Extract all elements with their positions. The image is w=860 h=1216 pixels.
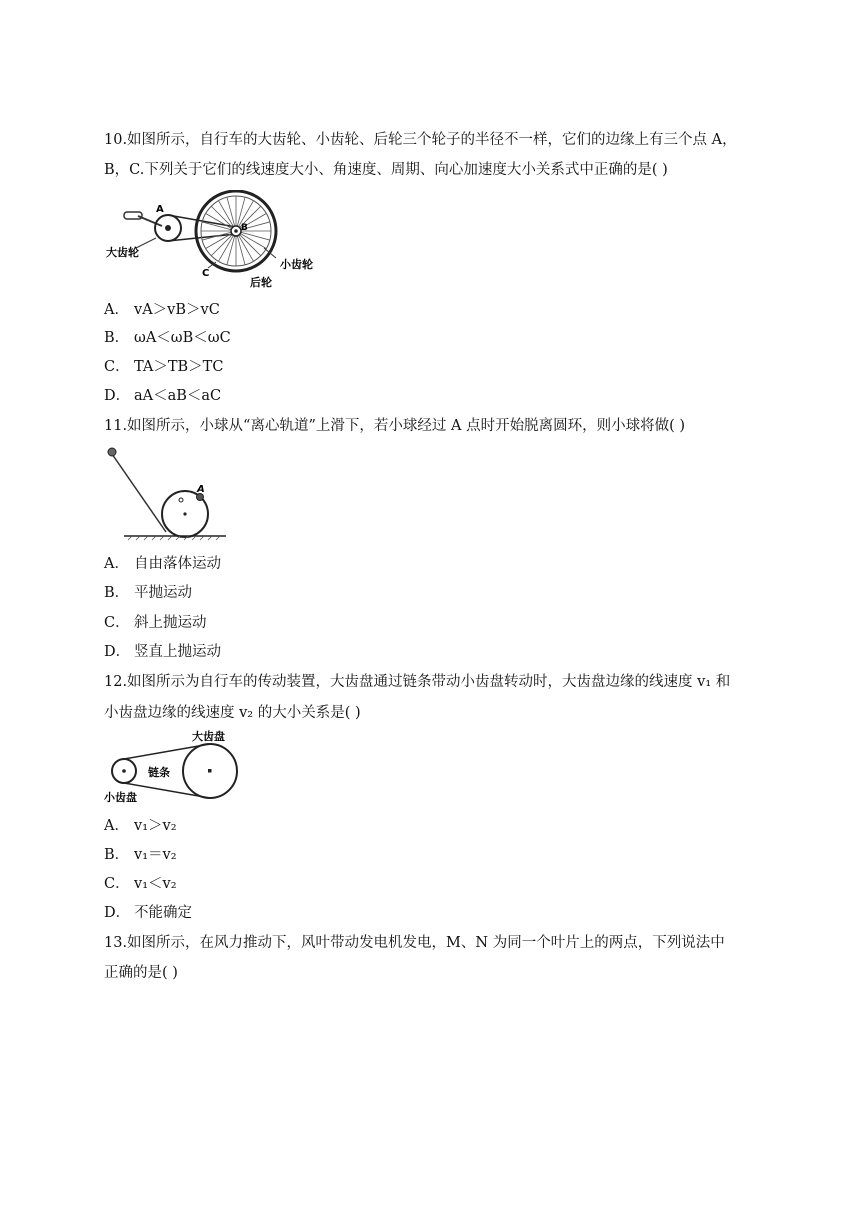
q11-stem: 11.如图所示，小球从“离心轨道”上滑下，若小球经过 A 点时开始脱离圆环，则小球将做( ) (104, 418, 685, 434)
q10-option-d[interactable]: D． aA＜aB＜aC (104, 388, 222, 404)
q11-track-figure (104, 446, 228, 542)
q11-option-a-text: 自由落体运动 (134, 556, 221, 572)
q11-option-c-text: 斜上抛运动 (134, 615, 207, 631)
q12-label-big: 大齿盘 (192, 730, 225, 743)
q10-label-big-gear: 大齿轮 (106, 246, 139, 259)
q10-option-b-text: ωA＜ωB＜ωC (134, 330, 231, 346)
q10-label-small-gear: 小齿轮 (280, 258, 313, 271)
q10-option-a-text: vA＞vB＞vC (134, 302, 220, 318)
q12-option-d-text: 不能确定 (134, 905, 192, 921)
q11-option-b-text: 平抛运动 (134, 585, 192, 601)
q10-option-d-text: aA＜aB＜aC (134, 388, 222, 404)
q10-option-c-text: TA＞TB＞TC (134, 359, 224, 375)
q10-bicycle-figure (104, 190, 332, 290)
q12-option-d[interactable]: D． 不能确定 (104, 905, 192, 921)
q10-stem-line2: B，C.下列关于它们的线速度大小、角速度、周期、向心加速度大小关系式中正确的是( ) (104, 162, 668, 178)
q11-label-a: A (197, 484, 205, 495)
q12-stem-line1: 12.如图所示为自行车的传动装置，大齿盘通过链条带动小齿盘转动时，大齿盘边缘的线速度 v₁ 和 (104, 674, 731, 690)
q12-option-a-text: v₁＞v₂ (134, 818, 177, 834)
q11-option-c[interactable]: C． 斜上抛运动 (104, 615, 207, 631)
q13-stem-line2: 正确的是( ) (104, 965, 178, 981)
q10-option-c[interactable]: C． TA＞TB＞TC (104, 359, 224, 375)
q10-option-b[interactable]: B． ωA＜ωB＜ωC (104, 330, 231, 346)
q10-label-rear-wheel: 后轮 (250, 276, 272, 289)
wheel-spoke (240, 235, 261, 256)
q10-option-a[interactable]: A． vA＞vB＞vC (104, 302, 220, 318)
q13-stem-line1: 13.如图所示，在风力推动下，风叶带动发电机发电，M、N 为同一个叶片上的两点，下列说法中 (104, 935, 725, 951)
q12-label-small: 小齿盘 (104, 791, 137, 804)
q10-label-b: B (241, 223, 248, 233)
q11-option-d-text: 竖直上抛运动 (134, 644, 221, 660)
q11-option-b[interactable]: B． 平抛运动 (104, 585, 192, 601)
wheel-spoke (211, 235, 232, 256)
q12-gear-figure (104, 728, 244, 804)
q10-stem-line1: 10.如图所示，自行车的大齿轮、小齿轮、后轮三个轮子的半径不一样，它们的边缘上有三个点 A， (104, 132, 737, 148)
q12-option-b-text: v₁＝v₂ (134, 847, 177, 863)
q12-option-a[interactable]: A． v₁＞v₂ (104, 818, 177, 834)
q10-label-c: C (202, 268, 210, 279)
q12-option-b[interactable]: B． v₁＝v₂ (104, 847, 177, 863)
q12-stem-line2: 小齿盘边缘的线速度 v₂ 的大小关系是( ) (104, 705, 361, 721)
q12-option-c-text: v₁＜v₂ (134, 876, 177, 892)
q12-label-chain: 链条 (148, 766, 170, 779)
q11-option-a[interactable]: A． 自由落体运动 (104, 556, 221, 572)
q12-option-c[interactable]: C． v₁＜v₂ (104, 876, 177, 892)
q10-label-a: A (156, 204, 164, 215)
q11-option-d[interactable]: D． 竖直上抛运动 (104, 644, 221, 660)
